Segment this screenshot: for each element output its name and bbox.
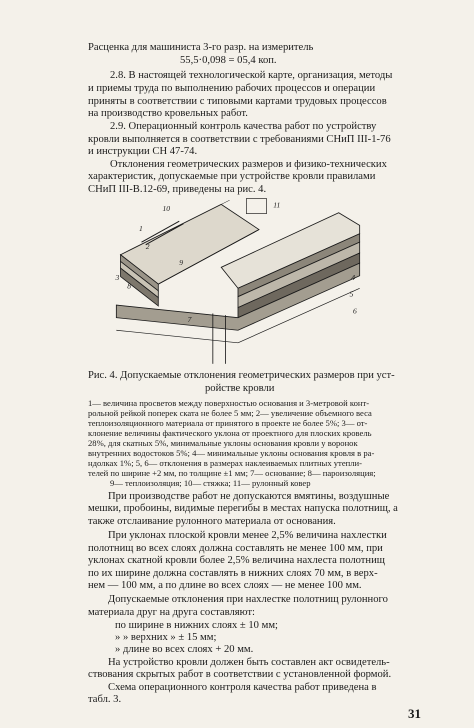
text-line: характеристик, допускаемые при устройстве кровли правилами bbox=[88, 171, 376, 182]
text-line: » » верхних » ± 15 мм; bbox=[115, 632, 217, 643]
text-line: и приемы труда по выполнению рабочих процессов и операции bbox=[88, 83, 376, 94]
legend-line: ндолках 1%; 5, 6— отклонения в размерах наклеиваемых плитных утепли- bbox=[88, 458, 362, 468]
text-line: При уклонах плоской кровли менее 2,5% величина нахлестки bbox=[108, 530, 387, 541]
legend-line: 9— теплоизоляция; 10— стяжка; 11— рулонный ковер bbox=[110, 478, 311, 488]
text-line: 2.8. В настоящей технологической карте, организация, методы bbox=[110, 70, 393, 81]
legend-line: 1— величина просветов между поверхностью основания и 3-метровой конт- bbox=[88, 398, 370, 408]
label-6: 6 bbox=[352, 306, 357, 316]
figure-caption: Рис. 4. Допускаемые отклонения геометрических размеров при уст- bbox=[88, 370, 395, 381]
legend-line: теплоизоляционного материала от принятого в проекте не более 5%; 3— от- bbox=[88, 418, 368, 428]
label-9: 9 bbox=[179, 257, 184, 267]
text-line: На устройство кровли должен быть составлен акт освидетель- bbox=[108, 657, 390, 668]
text-line: нем — 100 мм, а по длине во всех слоях — не менее 100 мм. bbox=[88, 580, 362, 591]
label-11: 11 bbox=[273, 200, 281, 210]
label-8: 8 bbox=[127, 281, 132, 291]
text-line: на производство кровельных работ. bbox=[88, 108, 248, 119]
text-line: СНиП III-В.12-69, приведены на рис. 4. bbox=[88, 184, 267, 195]
text-line: Схема операционного контроля качества работ приведена в bbox=[108, 682, 377, 693]
figure-caption: ройстве кровли bbox=[205, 383, 275, 394]
text-line: также отслаивание рулонного материала от основания. bbox=[88, 516, 336, 527]
page-number: 31 bbox=[408, 706, 421, 721]
legend-line: клонение величины фактического уклона от проектного для плоских кровель bbox=[88, 428, 372, 438]
legend-line: рольной рейкой поперек ската не более 5 мм; 2— увеличение объемного веса bbox=[88, 408, 372, 418]
text-line: кровли выполняется в соответствии с требованиями СНиП III-1-76 bbox=[88, 134, 391, 145]
text-line: Отклонения геометрических размеров и физико-технических bbox=[110, 159, 387, 170]
label-7: 7 bbox=[187, 314, 192, 324]
text-line: материала друг на друга составляют: bbox=[88, 607, 255, 618]
text-line: При производстве работ не допускаются вмятины, воздушные bbox=[108, 491, 390, 502]
label-10: 10 bbox=[162, 204, 171, 214]
text-line: мешки, пробоины, видимые перегибы в местах напуска полотнищ, а bbox=[88, 503, 398, 514]
label-1: 1 bbox=[138, 224, 143, 234]
label-4: 4 bbox=[351, 272, 356, 282]
text-line: 2.9. Операционный контроль качества работ по устройству bbox=[110, 121, 377, 132]
text-line: полотнищ во всех слоях должна составлять не менее 100 мм, при bbox=[88, 543, 383, 554]
text-line: приняты в соответствии с типовыми картами трудовых процессов bbox=[88, 96, 387, 107]
label-3: 3 bbox=[115, 272, 120, 282]
legend-line: 28%, для скатных 5%, минимальные уклоны основания кровли у воронок bbox=[88, 438, 358, 448]
text-line: по ширине в нижних слоях ± 10 мм; bbox=[115, 620, 278, 631]
text-line: Допускаемые отклонения при нахлестке полотнищ рулонного bbox=[108, 594, 388, 605]
text-line: табл. 3. bbox=[88, 694, 122, 705]
text-line: и инструкции СН 47-74. bbox=[88, 146, 198, 157]
text-line: ствования скрытых работ в соответствии с установленной формой. bbox=[88, 669, 392, 680]
text-line: уклонах скатной кровли более 2,5% величина нахлеста полотнищ bbox=[88, 555, 385, 566]
text-line: по их ширине должна составлять в нижних слоях 70 мм, в верх- bbox=[88, 568, 378, 579]
legend-line: внутренних водостоков 5%; 4— минимальные уклоны основания кровля в ра- bbox=[88, 448, 375, 458]
roof-diagram-figure bbox=[88, 196, 388, 368]
text-line: Расценка для машиниста 3-го разр. на измеритель bbox=[88, 42, 314, 53]
label-5: 5 bbox=[349, 289, 354, 299]
legend-line: телей по ширине +2 мм, по толщине ±1 мм; 7— основание; 8— пароизоляция; bbox=[88, 468, 376, 478]
label-2: 2 bbox=[145, 241, 150, 251]
text-line: 55,5·0,098 = 05,4 коп. bbox=[180, 55, 277, 66]
text-line: » длине во всех слоях + 20 мм. bbox=[115, 644, 254, 655]
